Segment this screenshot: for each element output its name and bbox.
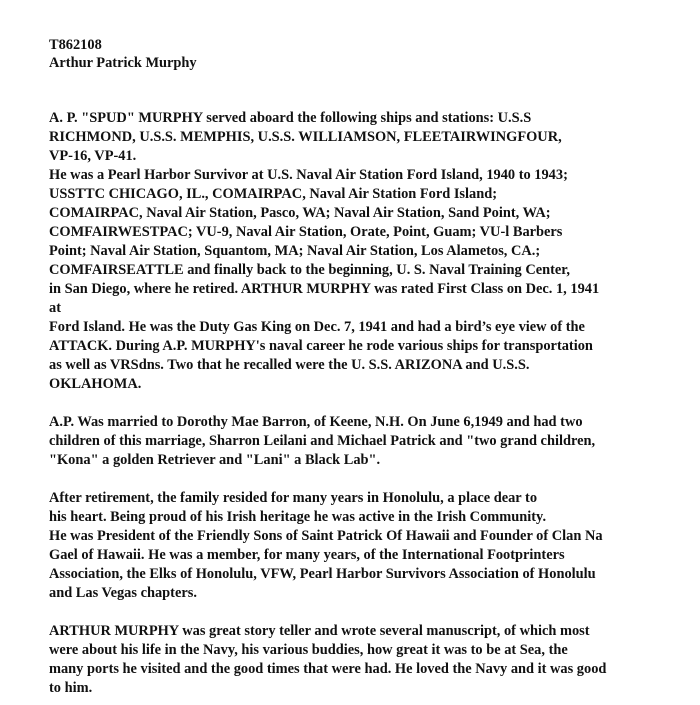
paragraph-line: as well as VRSdns. Two that he recalled were the U. S.S. ARIZONA and U.S.S. bbox=[49, 357, 530, 373]
paragraph-line: ARTHUR MURPHY was great story teller and wrote several manuscript, of which most bbox=[49, 623, 590, 639]
document-header bbox=[49, 36, 689, 72]
paragraph-storyteller bbox=[49, 622, 689, 698]
paragraph-line: to him. bbox=[49, 680, 93, 696]
paragraph-line: children of this marriage, Sharron Leilani and Michael Patrick and "two grand children, bbox=[49, 433, 596, 449]
paragraph-family bbox=[49, 413, 689, 470]
paragraph-line: at bbox=[49, 300, 61, 316]
paragraph-spacer bbox=[49, 394, 689, 413]
paragraph-line: "Kona" a golden Retriever and "Lani" a Black Lab". bbox=[49, 452, 381, 468]
paragraph-line: his heart. Being proud of his Irish heritage he was active in the Irish Community. bbox=[49, 509, 547, 525]
paragraph-line: VP-16, VP-41. bbox=[49, 148, 137, 164]
paragraph-line: many ports he visited and the good times that were had. He loved the Navy and it was good bbox=[49, 661, 607, 677]
paragraph-line: and Las Vegas chapters. bbox=[49, 585, 197, 601]
paragraph-line: Point; Naval Air Station, Squantom, MA; Naval Air Station, Los Alametos, CA.; bbox=[49, 243, 541, 259]
paragraph-line: After retirement, the family resided for many years in Honolulu, a place dear to bbox=[49, 490, 538, 506]
paragraph-line: ATTACK. During A.P. MURPHY's naval career he rode various ships for transportation bbox=[49, 338, 593, 354]
paragraph-spacer bbox=[49, 603, 689, 622]
id-number: T862108 bbox=[49, 37, 102, 53]
paragraph-line: USSTTC CHICAGO, IL., COMAIRPAC, Naval Air Station Ford Island; bbox=[49, 186, 498, 202]
paragraph-line: were about his life in the Navy, his various buddies, how great it was to be at Sea, the bbox=[49, 642, 568, 658]
paragraph-line: A.P. Was married to Dorothy Mae Barron, of Keene, N.H. On June 6,1949 and had two bbox=[49, 414, 583, 430]
paragraph-line: COMFAIRWESTPAC; VU-9, Naval Air Station, Orate, Point, Guam; VU-l Barbers bbox=[49, 224, 563, 240]
paragraph-line: RICHMOND, U.S.S. MEMPHIS, U.S.S. WILLIAMSON, FLEETAIRWINGFOUR, bbox=[49, 129, 562, 145]
paragraph-line: COMAIRPAC, Naval Air Station, Pasco, WA; Naval Air Station, Sand Point, WA; bbox=[49, 205, 551, 221]
paragraph-line: He was President of the Friendly Sons of Saint Patrick Of Hawaii and Founder of Clan Na bbox=[49, 528, 603, 544]
paragraph-line: OKLAHOMA. bbox=[49, 376, 142, 392]
paragraph-service bbox=[49, 109, 689, 394]
paragraph-line: in San Diego, where he retired. ARTHUR MURPHY was rated First Class on Dec. 1, 1941 bbox=[49, 281, 600, 297]
paragraph-line: A. P. "SPUD" MURPHY served aboard the following ships and stations: U.S.S bbox=[49, 110, 532, 126]
paragraph-line: Gael of Hawaii. He was a member, for many years, of the International Footprinters bbox=[49, 547, 565, 563]
paragraph-line: COMFAIRSEATTLE and finally back to the beginning, U. S. Naval Training Center, bbox=[49, 262, 570, 278]
paragraph-line: Ford Island. He was the Duty Gas King on Dec. 7, 1941 and had a bird’s eye view of the bbox=[49, 319, 585, 335]
document-page bbox=[49, 36, 689, 698]
person-name: Arthur Patrick Murphy bbox=[49, 55, 197, 71]
paragraph-line: Association, the Elks of Honolulu, VFW, Pearl Harbor Survivors Association of Honolulu bbox=[49, 566, 596, 582]
paragraph-line: He was a Pearl Harbor Survivor at U.S. Naval Air Station Ford Island, 1940 to 1943; bbox=[49, 167, 568, 183]
paragraph-retirement bbox=[49, 489, 689, 603]
paragraph-spacer bbox=[49, 470, 689, 489]
